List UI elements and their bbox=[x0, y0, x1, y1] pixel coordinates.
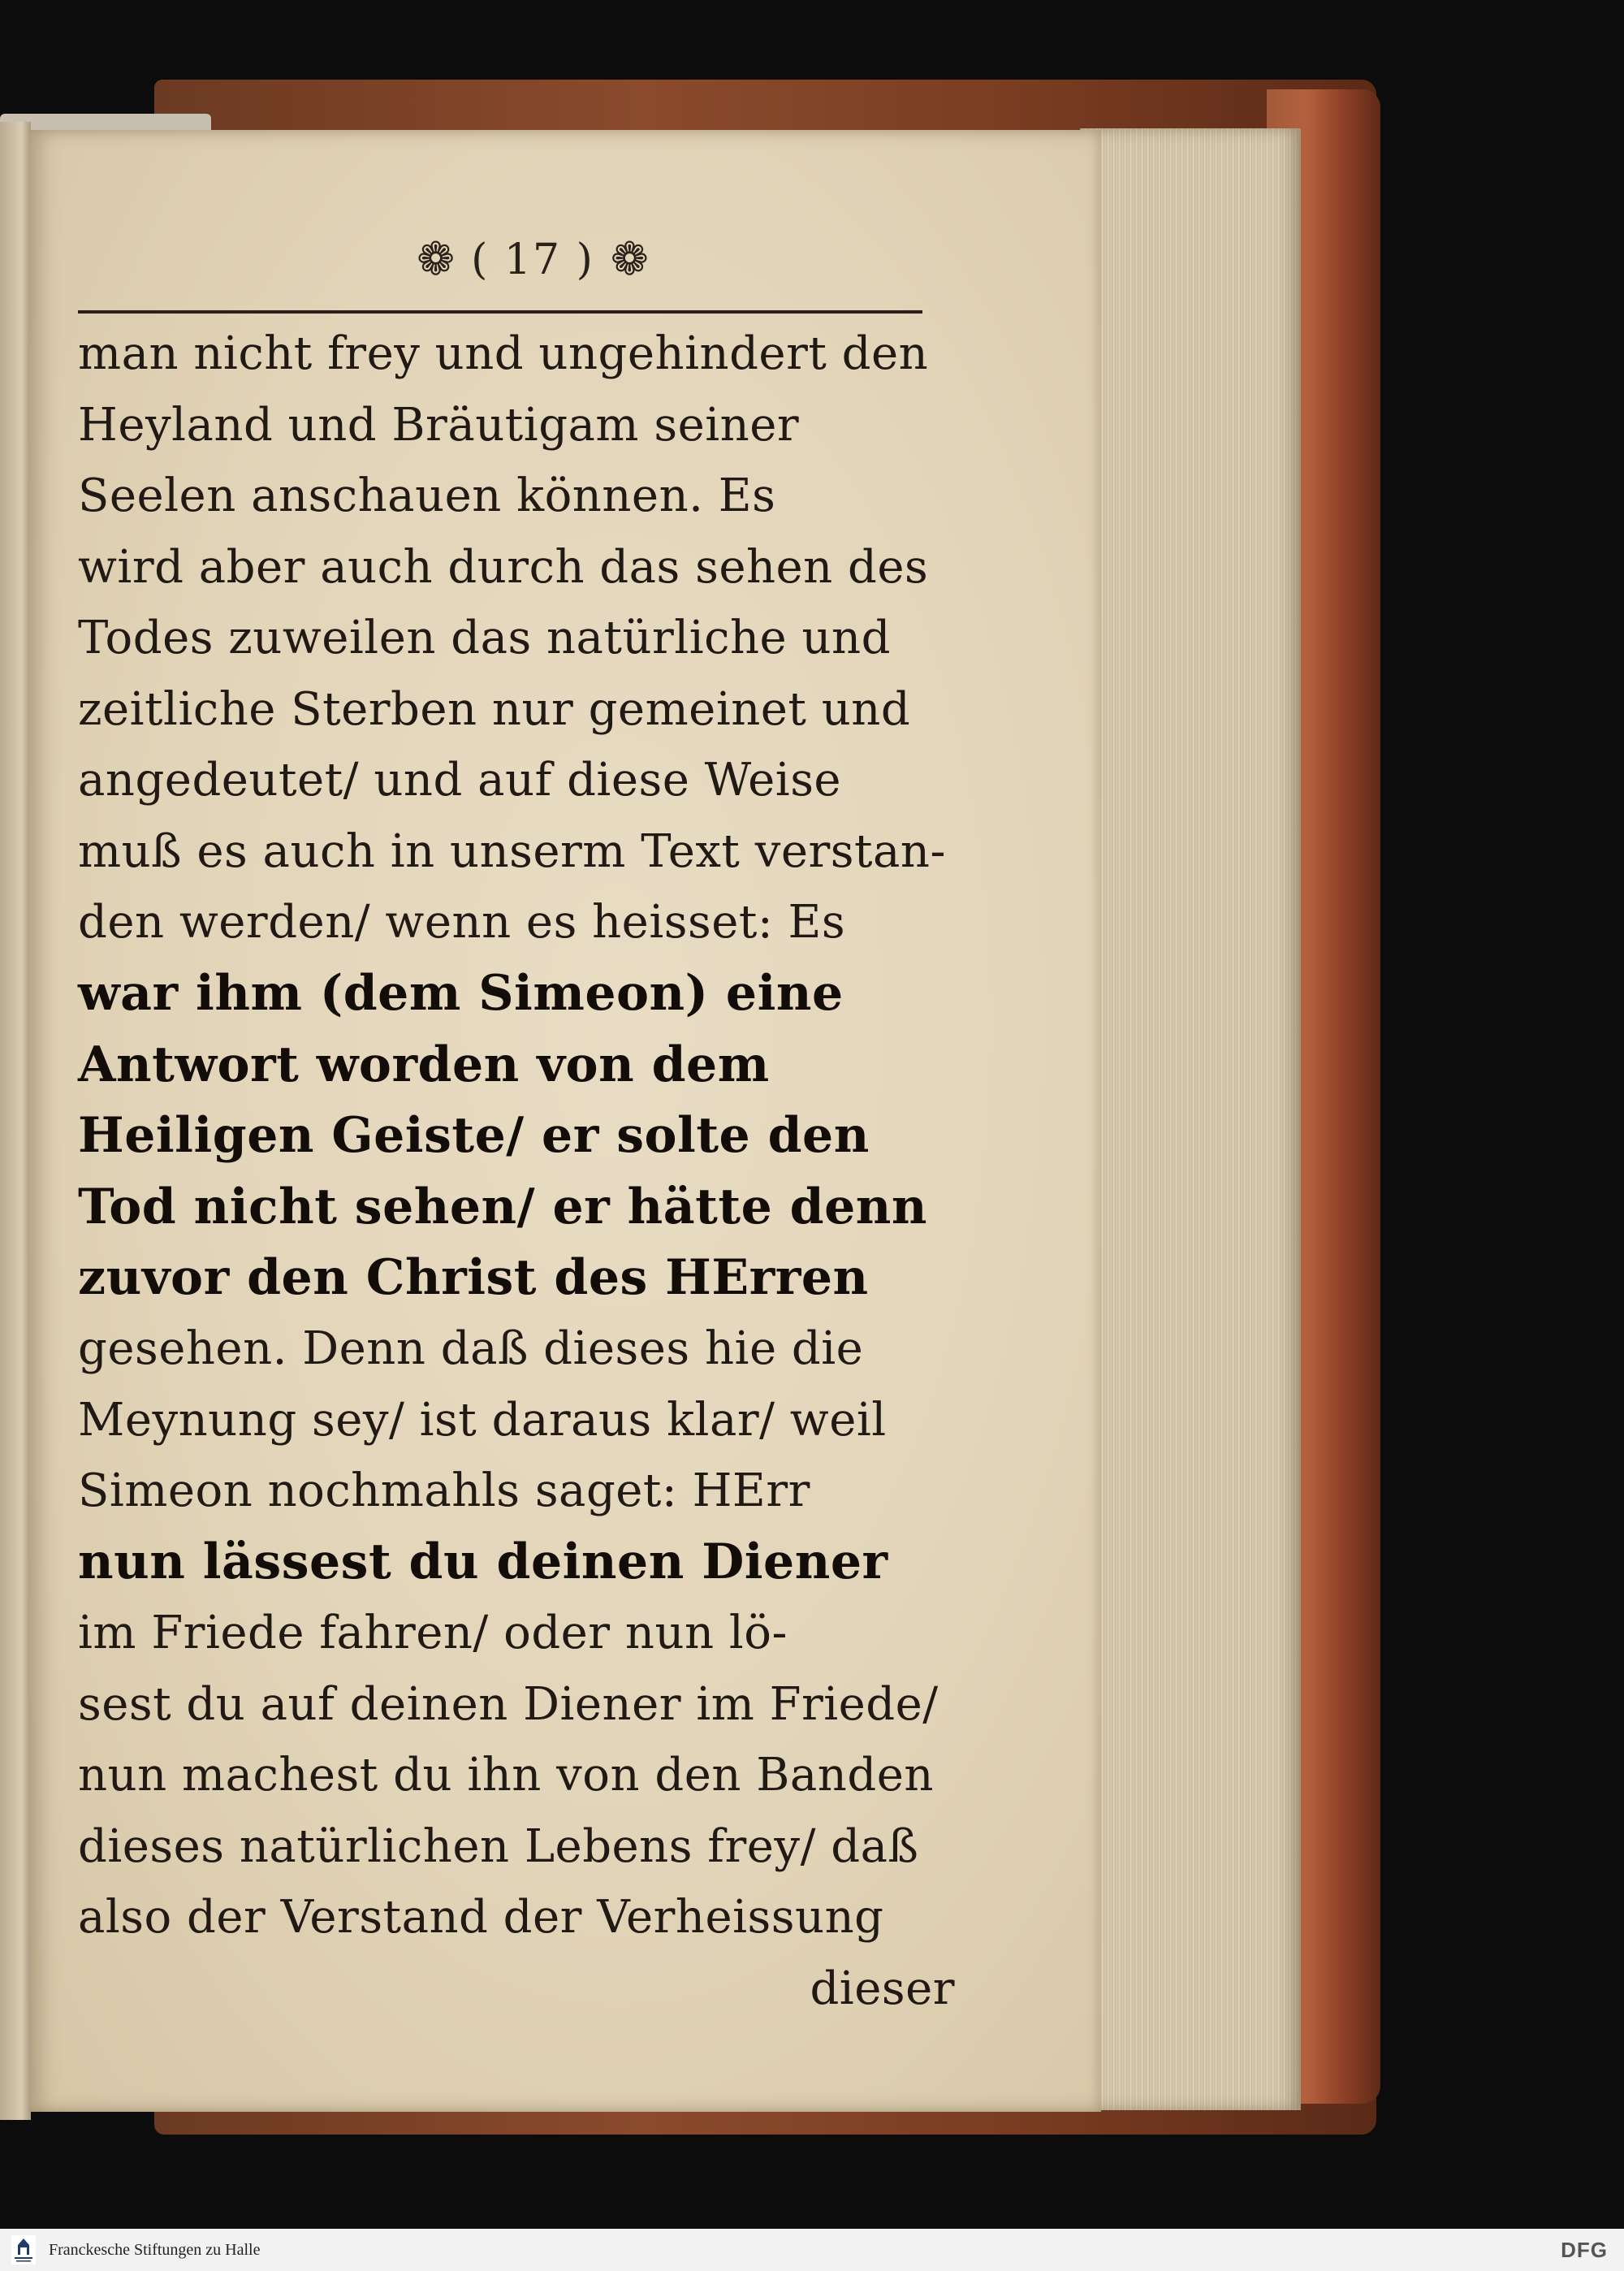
text-line: Heiligen Geiste/ er solte den bbox=[78, 1107, 870, 1165]
body-text bbox=[78, 318, 955, 2024]
text-line: Tod nicht sehen/ er hätte denn bbox=[78, 1178, 928, 1235]
text-line: Seelen anschauen können. Es bbox=[78, 469, 776, 523]
text-line: den werden/ wenn es heisset: Es bbox=[78, 896, 846, 949]
ornament-right-icon: ❁ bbox=[610, 233, 649, 286]
header-rule bbox=[78, 310, 922, 314]
text-line: Todes zuweilen das natürliche und bbox=[78, 612, 891, 665]
text-line: Meynung sey/ ist daraus klar/ weil bbox=[78, 1393, 887, 1447]
text-line: nun lässest du deinen Diener bbox=[78, 1533, 888, 1591]
text-line: wird aber auch durch das sehen des bbox=[78, 540, 929, 594]
book-page bbox=[29, 130, 1101, 2112]
footer-bar bbox=[0, 2229, 1624, 2271]
text-line: muß es auch in unserm Text verstan- bbox=[78, 824, 946, 878]
text-line: Heyland und Bräutigam seiner bbox=[78, 398, 800, 452]
text-line: zeitliche Sterben nur gemeinet und bbox=[78, 682, 911, 736]
text-line: gesehen. Denn daß dieses hie die bbox=[78, 1322, 864, 1376]
page-header bbox=[305, 227, 760, 292]
dfg-logo: DFG bbox=[1561, 2237, 1608, 2262]
ornament-left-icon: ❁ bbox=[417, 233, 456, 286]
text-line: im Friede fahren/ oder nun lö- bbox=[78, 1607, 788, 1660]
text-line: Antwort worden von dem bbox=[78, 1036, 770, 1093]
text-line: sest du auf deinen Diener im Friede/ bbox=[78, 1677, 939, 1731]
text-line: war ihm (dem Simeon) eine bbox=[78, 965, 844, 1023]
catchword: dieser bbox=[810, 1962, 955, 2015]
text-line: zuvor den Christ des HErren bbox=[78, 1249, 869, 1307]
text-line: man nicht frey und ungehindert den bbox=[78, 327, 929, 381]
page-block-edges bbox=[1080, 128, 1301, 2110]
text-line: nun machest du ihn von den Banden bbox=[78, 1749, 934, 1802]
footer-institution bbox=[10, 2234, 260, 2265]
text-line: also der Verstand der Verheissung bbox=[78, 1891, 884, 1944]
text-line: dieses natürlichen Lebens frey/ daß bbox=[78, 1819, 919, 1873]
text-line: Simeon nochmahls saget: HErr bbox=[78, 1464, 810, 1518]
francke-foundation-logo-icon bbox=[10, 2234, 37, 2265]
page-number: ( 17 ) bbox=[471, 236, 594, 284]
institution-name: Franckesche Stiftungen zu Halle bbox=[49, 2240, 261, 2259]
previous-page-sliver bbox=[0, 122, 31, 2120]
text-line: angedeutet/ und auf diese Weise bbox=[78, 754, 842, 807]
